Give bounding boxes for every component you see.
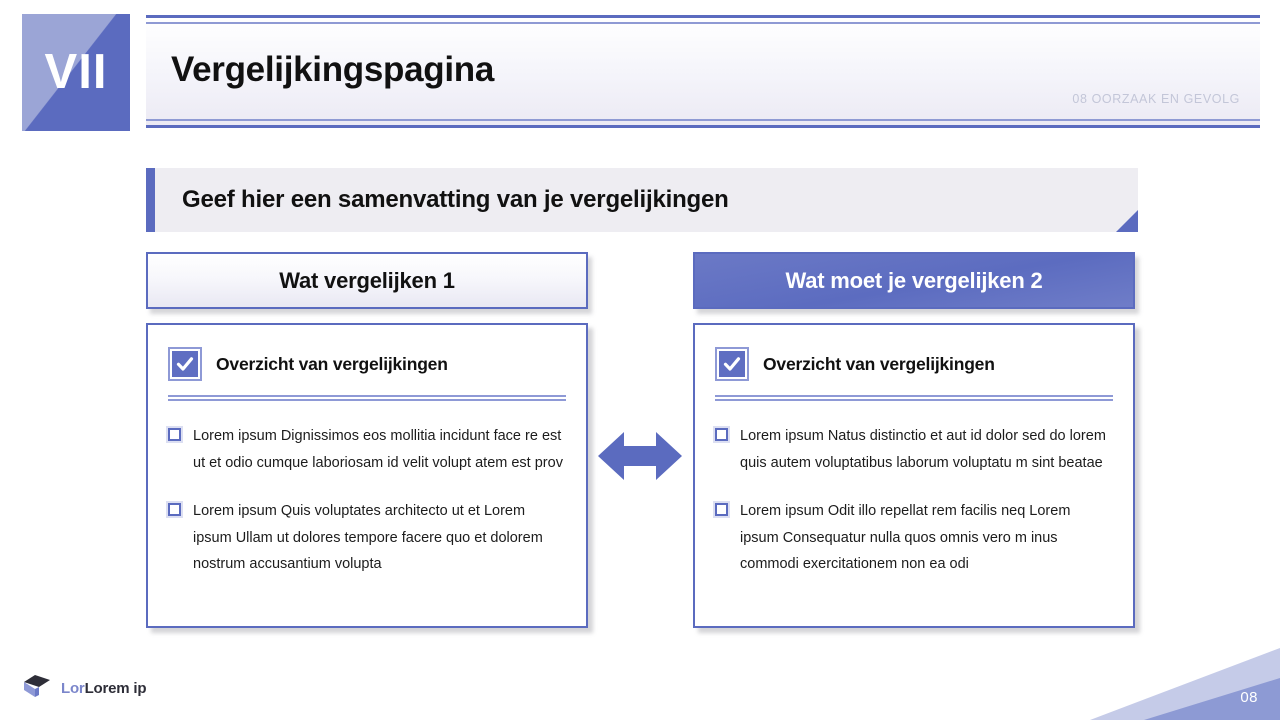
- list-item-text: Lorem ipsum Dignissimos eos mollitia incidunt face re est ut et odio cumque laboriosam id velit volupt atem est prov: [193, 428, 563, 471]
- card-1-divider: [168, 395, 566, 401]
- column-header-2-label: Wat moet je vergelijken 2: [785, 267, 1043, 293]
- list-item: [715, 498, 1113, 578]
- corner-decoration-dark: [1144, 678, 1280, 720]
- comparison-card-2: [693, 323, 1135, 628]
- chapter-badge-label: VII: [44, 45, 108, 99]
- card-2-title: Overzicht van vergelijkingen: [763, 353, 995, 374]
- comparison-card-1: [146, 323, 588, 628]
- page-title: Vergelijkingspagina: [171, 50, 495, 89]
- list-item-text: Lorem ipsum Natus distinctio et aut id dolor sed do lorem quis autem voluptatibus laborum voluptatu m sint beatae: [740, 428, 1106, 471]
- card-1-title: Overzicht van vergelijkingen: [216, 353, 448, 374]
- page-number: 08: [1240, 689, 1258, 706]
- footer-logo-text: [61, 680, 146, 697]
- chapter-badge: [22, 14, 130, 131]
- checkbox-empty-icon[interactable]: [168, 503, 181, 516]
- column-header-2[interactable]: [693, 252, 1135, 309]
- checkbox-empty-icon[interactable]: [715, 503, 728, 516]
- list-item: [715, 423, 1113, 476]
- card-2-bullet-list: [715, 423, 1113, 578]
- section-eyebrow: 08 OORZAAK EN GEVOLG: [1072, 92, 1240, 106]
- header-bar: [146, 15, 1260, 128]
- checkbox-empty-icon[interactable]: [168, 428, 181, 441]
- summary-bar: [146, 168, 1138, 232]
- checkmark-icon: [168, 347, 202, 381]
- footer-logo-prefix: Lor: [61, 680, 85, 697]
- card-2-divider: [715, 395, 1113, 401]
- summary-text: Geef hier een samenvatting van je vergelijkingen: [182, 186, 729, 213]
- list-item: [168, 423, 566, 476]
- list-item-text: Lorem ipsum Quis voluptates architecto ut et Lorem ipsum Ullam ut dolores tempore facere quo et dolorem nostrum accusantium volupta: [193, 503, 543, 572]
- card-1-title-row: [168, 347, 566, 381]
- list-item-text: Lorem ipsum Odit illo repellat rem facilis neq Lorem ipsum Consequatur nulla quos omnis vero m inus commodi exercitationem non ea odi: [740, 503, 1071, 572]
- card-1-bullet-list: [168, 423, 566, 578]
- checkbox-empty-icon[interactable]: [715, 428, 728, 441]
- column-header-1[interactable]: [146, 252, 588, 309]
- column-header-1-label: Wat vergelijken 1: [279, 267, 455, 293]
- summary-corner-triangle: [1116, 210, 1138, 232]
- card-2-title-row: [715, 347, 1113, 381]
- summary-accent-bar: [146, 168, 155, 232]
- footer-logo-suffix: Lorem ip: [84, 680, 147, 697]
- double-arrow-horizontal-icon: [598, 428, 682, 489]
- list-item: [168, 498, 566, 578]
- checkmark-icon: [715, 347, 749, 381]
- cube-logo-icon: [22, 673, 52, 704]
- footer-logo: [22, 673, 146, 704]
